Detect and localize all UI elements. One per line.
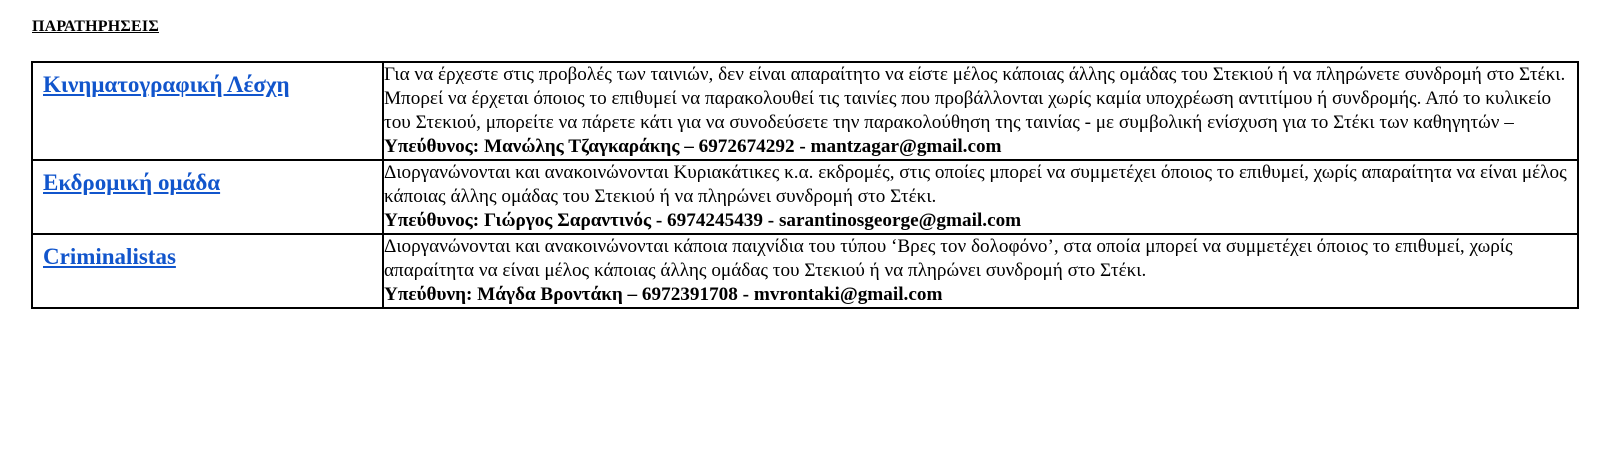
group-link-film-club[interactable]: Κινηματογραφική Λέσχη (43, 72, 290, 97)
group-link-criminalistas[interactable]: Criminalistas (43, 244, 176, 269)
group-description-cell (383, 160, 1578, 234)
notes-table (31, 61, 1579, 309)
group-description-cell (383, 234, 1578, 308)
group-description: Διοργανώνονται και ανακοινώνονται Κυριακάτικες κ.α. εκδρομές, στις οποίες μπορεί να συμμετέχει όποιος το επιθυμεί, χωρίς απαραίτητα να είναι μέλος κάποιας άλλης ομάδας του Στεκιού ή να πληρώνει συνδρομή στο Στέκι. (384, 162, 1567, 207)
group-contact: Υπεύθυνος: Γιώργος Σαραντινός - 6974245439 - sarantinosgeorge@gmail.com (384, 210, 1022, 231)
table-row (32, 160, 1578, 234)
group-name-cell (32, 234, 383, 308)
group-description-cell (383, 62, 1578, 160)
group-contact: Υπεύθυνη: Μάγδα Βροντάκη – 6972391708 - mvrontaki@gmail.com (384, 284, 943, 305)
group-description: Διοργανώνονται και ανακοινώνονται κάποια παιχνίδια του τύπου ‘Βρες τον δολοφόνο’, στα οποία μπορεί να συμμετέχει όποιος το επιθυμεί, χωρίς απαραίτητα να είναι μέλος κάποιας άλλης ομάδας του Στεκιού ή να πληρώνει συνδρομή στο Στέκι. (384, 236, 1513, 281)
group-name-cell (32, 160, 383, 234)
group-name-cell (32, 62, 383, 160)
page-heading: ΠΑΡΑΤΗΡΗΣΕΙΣ (32, 18, 159, 35)
table-row (32, 62, 1578, 160)
group-link-excursion-team[interactable]: Εκδρομική ομάδα (43, 170, 221, 195)
group-description: Για να έρχεστε στις προβολές των ταινιών, δεν είναι απαραίτητο να είστε μέλος κάποιας άλλης ομάδας του Στεκιού ή να πληρώνετε συνδρομή στο Στέκι. Μπορεί να έρχεται όποιος το επιθυμεί να παρακολουθεί τις ταινίες που προβάλλονται χωρίς καμία υποχρέωση αντιτίμου ή συνδρομής. Από το κυλικείο του Στεκιού, μπορείτε να πάρετε κάτι για να συνοδεύσετε την παρακολούθηση της ταινίας - με συμβολική ενίσχυση για το Στέκι των καθηγητών – (384, 64, 1566, 133)
group-contact: Υπεύθυνος: Μανώλης Τζαγκαράκης – 6972674292 - mantzagar@gmail.com (384, 136, 1002, 157)
table-row (32, 234, 1578, 308)
